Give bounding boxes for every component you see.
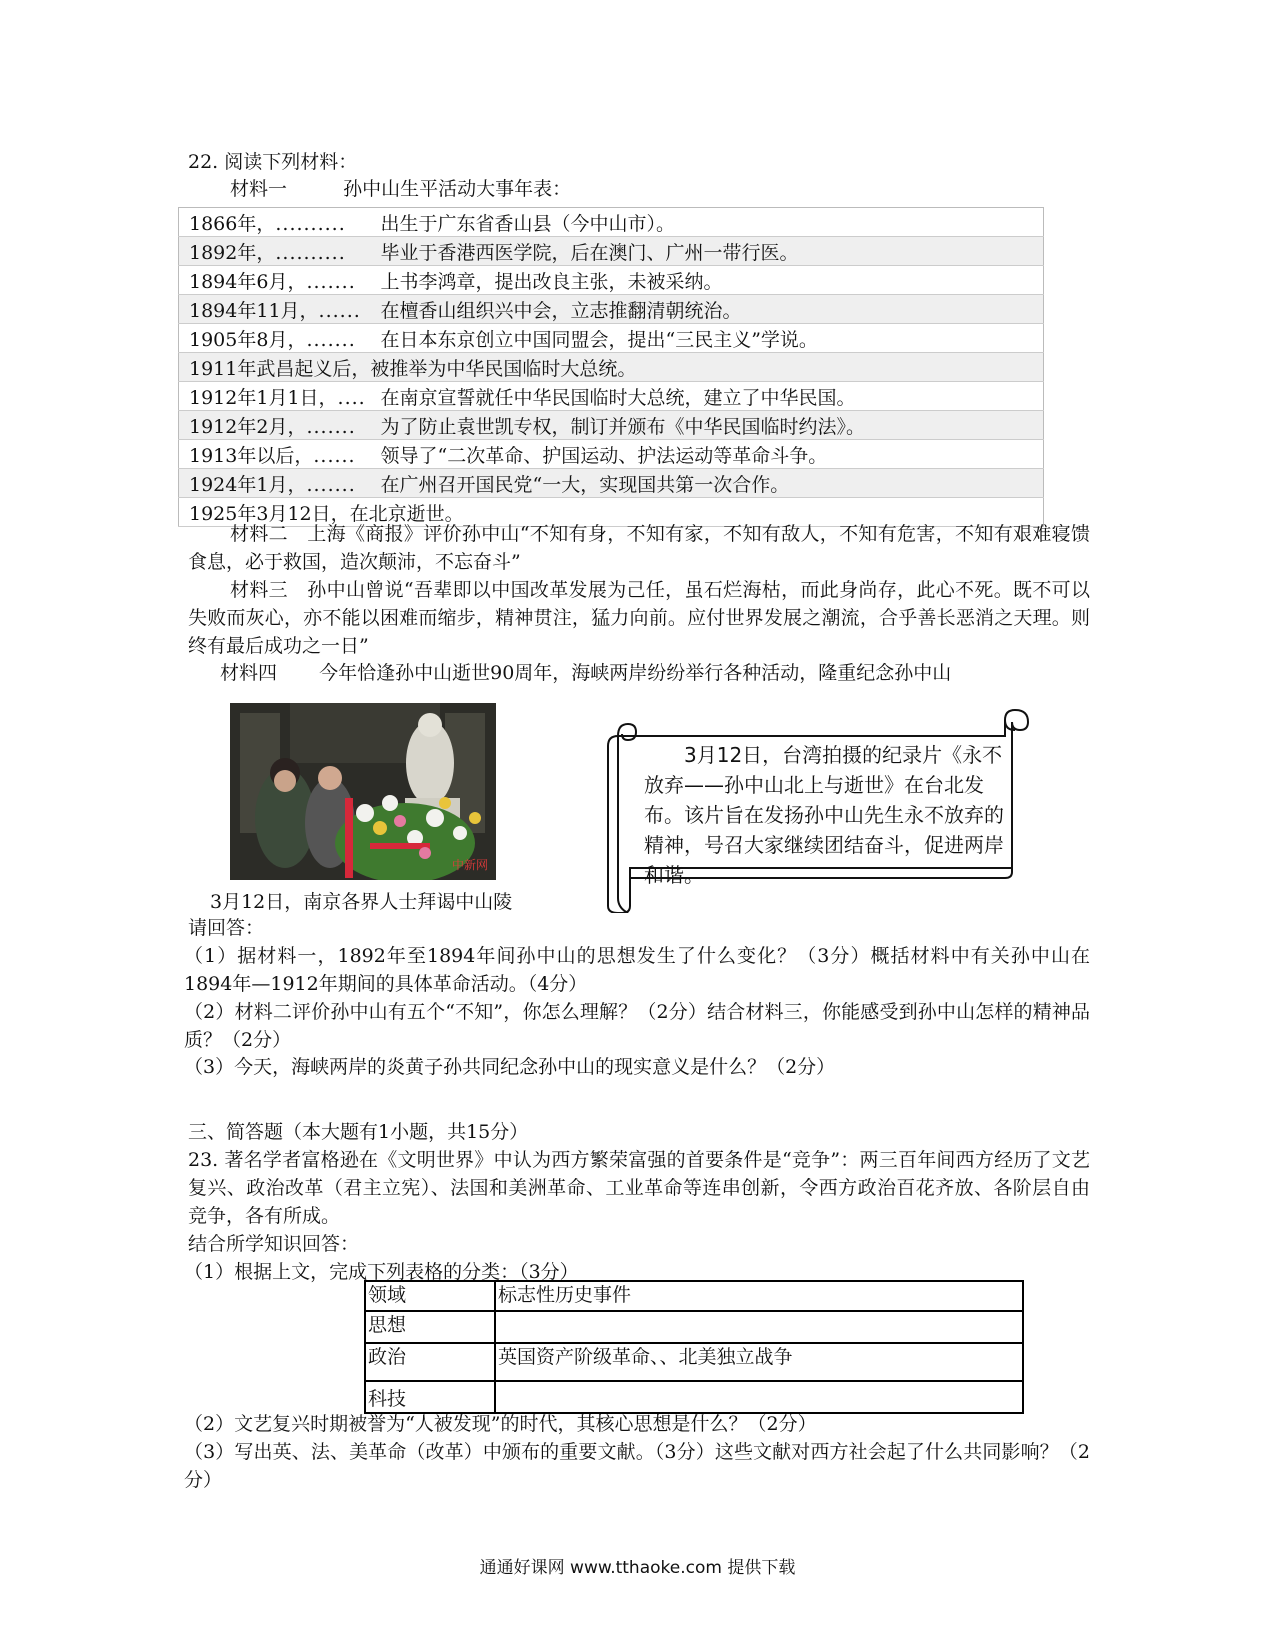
table-header-row	[365, 1281, 1023, 1311]
timeline-event: 领导了“二次革命、护国运动、护法运动等革命斗争。	[380, 444, 828, 467]
material-4-label: 材料四	[220, 662, 278, 684]
timeline-date: 1894年11月，	[189, 299, 319, 322]
material-3: 材料三 孙中山曾说“吾辈即以中国改革发展为己任，虽石烂海枯，而此身尚存，此心不死。既不可以失败而灰心，亦不能以困难而缩步，精神贯注，猛力向前。应付世界发展之潮流，合乎善长恶消之天理。则终有最后成功之一日”	[188, 579, 1090, 657]
timeline-entry	[179, 295, 1044, 324]
timeline-event: 在日本东京创立中国同盟会，提出“三民主义”学说。	[380, 328, 818, 351]
timeline-table	[178, 207, 1044, 527]
table-row	[179, 469, 1044, 498]
q23-part-2: （2）文艺复兴时期被誉为“人被发现”的时代，其核心思想是什么？（2分）	[184, 1413, 817, 1435]
timeline-event: 为了防止袁世凯专权，制订并颁布《中华民国临时约法》。	[380, 415, 866, 438]
timeline-date: 1905年8月，	[189, 328, 307, 351]
material-4	[220, 659, 951, 687]
material-1-heading	[230, 175, 571, 203]
table-row	[365, 1381, 1023, 1413]
q22-question-2: （2）材料二评价孙中山有五个“不知”，你怎么理解？（2分）结合材料三，你能感受到孙中山怎样的精神品质？（2分）	[184, 1001, 1090, 1051]
table-row	[179, 266, 1044, 295]
header-field: 领域	[365, 1281, 495, 1311]
mausoleum-photo	[230, 703, 496, 880]
timeline-entry	[179, 266, 1044, 295]
timeline-date: 1912年1月1日，	[189, 386, 338, 409]
timeline-date: 1912年2月，	[189, 415, 307, 438]
table-row	[179, 411, 1044, 440]
timeline-entry	[179, 411, 1044, 440]
timeline-dots: ......	[318, 299, 361, 322]
timeline-event: 出生于广东省香山县（今中山市）。	[380, 212, 676, 235]
material-2: 材料二 上海《商报》评价孙中山“不知有身，不知有家，不知有敌人，不知有危害，不知有艰难寝馈食息，必于救国，造次颠沛，不忘奋斗”	[188, 523, 1090, 573]
material-1-title: 孙中山生平活动大事年表：	[343, 178, 572, 200]
q22-title: 22. 阅读下列材料：	[188, 151, 358, 173]
photo-watermark: 中新网	[452, 858, 489, 872]
row-field: 科技	[365, 1381, 495, 1413]
section-3-heading: 三、简答题（本大题有1小题，共15分）	[188, 1121, 529, 1143]
timeline-dots: .......	[306, 328, 356, 351]
footer: 通通好课网 www.tthaoke.com 提供下载	[479, 1558, 796, 1578]
q23-part-3: （3）写出英、法、美革命（改革）中颁布的重要文献。（3分）这些文献对西方社会起了什么共同影响？（2分）	[184, 1441, 1090, 1491]
timeline-entry	[179, 469, 1044, 498]
timeline-event: 在南京宣誓就任中华民国临时大总统，建立了中华民国。	[380, 386, 856, 409]
timeline-dots: .......	[306, 270, 356, 293]
timeline-date: 1894年6月，	[189, 270, 307, 293]
q22-question-1: （1）据材料一，1892年至1894年间孙中山的思想发生了什么变化？（3分）概括材料中有关孙中山在1894年—1912年期间的具体革命活动。（4分）	[184, 945, 1090, 995]
timeline-entry	[179, 237, 1044, 266]
timeline-dots: ..........	[275, 241, 346, 264]
classification-table	[364, 1280, 1024, 1414]
material-4-text: 今年恰逢孙中山逝世90周年，海峡两岸纷纷举行各种活动，隆重纪念孙中山	[319, 662, 952, 684]
answer-prompt: 请回答：	[188, 917, 265, 939]
answer-cell[interactable]	[495, 1381, 1023, 1413]
timeline-dots: .......	[306, 473, 356, 496]
table-row	[179, 324, 1044, 353]
row-field: 政治	[365, 1343, 495, 1381]
timeline-entry	[179, 382, 1044, 411]
table-row	[179, 382, 1044, 411]
scroll-text: 3月12日，台湾拍摄的纪录片《永不放弃——孙中山北上与逝世》在台北发布。该片旨在发扬孙中山先生永不放弃的精神，号召大家继续团结奋斗，促进两岸和谐。	[644, 743, 1004, 887]
timeline-date: 1924年1月，	[189, 473, 307, 496]
timeline-date: 1913年以后，	[189, 444, 314, 467]
q23-prompt: 结合所学知识回答：	[188, 1233, 360, 1255]
table-row	[365, 1311, 1023, 1343]
answer-cell[interactable]: 英国资产阶级革命、、北美独立战争	[495, 1343, 1023, 1381]
table-row	[365, 1343, 1023, 1381]
table-row	[179, 440, 1044, 469]
timeline-dots: ..........	[275, 212, 346, 235]
table-row	[179, 353, 1044, 382]
timeline-date: 1866年，	[189, 212, 276, 235]
row-field: 思想	[365, 1311, 495, 1343]
timeline-dots: ....	[337, 386, 366, 409]
timeline-date: 1892年，	[189, 241, 276, 264]
timeline-dots: .......	[306, 415, 356, 438]
table-row	[179, 208, 1044, 237]
timeline-entry	[179, 208, 1044, 237]
material-1-label: 材料一	[230, 178, 288, 200]
timeline-date: 1911年武昌起义后，被推举为中华民国临时大总统。	[189, 357, 637, 380]
q23-part-1: （1）根据上文，完成下列表格的分类：（3分）	[184, 1261, 579, 1283]
timeline-entry	[179, 353, 1044, 382]
q22-question-3: （3）今天，海峡两岸的炎黄子孙共同纪念孙中山的现实意义是什么？（2分）	[184, 1056, 836, 1078]
answer-cell[interactable]	[495, 1311, 1023, 1343]
timeline-event: 上书李鸿章，提出改良主张，未被采纳。	[380, 270, 723, 293]
table-row	[179, 237, 1044, 266]
photo-caption: 3月12日，南京各界人士拜谒中山陵	[210, 891, 513, 913]
timeline-event: 在广州召开国民党“一大，实现国共第一次合作。	[380, 473, 790, 496]
q23-intro: 23. 著名学者富格逊在《文明世界》中认为西方繁荣富强的首要条件是“竞争”：两三百年间西方经历了文艺复兴、政治改革（君主立宪）、法国和美洲革命、工业革命等连串创新，令西方政治百花齐放、各阶层自由竞争，各有所成。	[188, 1149, 1090, 1227]
timeline-event: 在檀香山组织兴中会，立志推翻清朝统治。	[380, 299, 742, 322]
timeline-entry	[179, 440, 1044, 469]
timeline-entry	[179, 324, 1044, 353]
timeline-dots: ......	[313, 444, 356, 467]
timeline-date: 1925年3月12日，在北京逝世。	[189, 502, 464, 525]
header-event: 标志性历史事件	[495, 1281, 1023, 1311]
timeline-event: 毕业于香港西医学院，后在澳门、广州一带行医。	[380, 241, 799, 264]
table-row	[179, 295, 1044, 324]
